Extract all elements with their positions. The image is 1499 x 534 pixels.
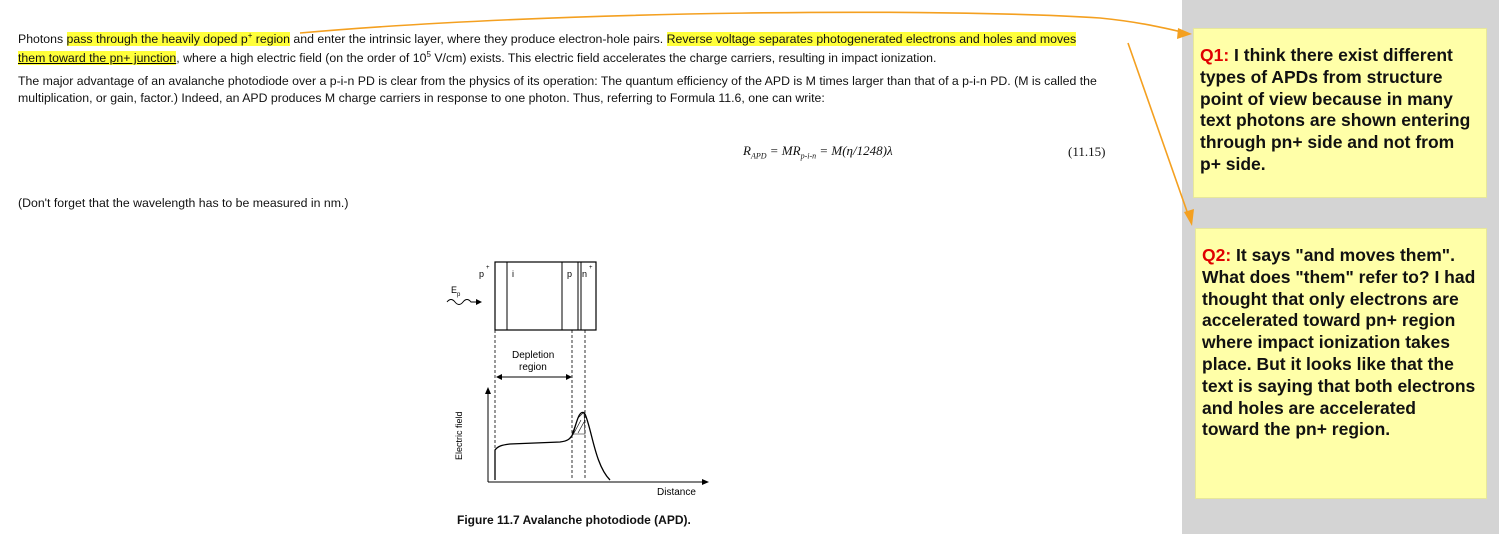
eq-rhs: = M(η/1248)λ (816, 143, 893, 158)
text-rest: , where a high electric field (on the order of 10 (176, 51, 427, 65)
eq-lhs-sub: APD (750, 151, 767, 161)
layer-n-plus: n (582, 269, 588, 279)
photon-sub: p (457, 292, 461, 298)
layer-p: p (567, 269, 573, 279)
text-rest-end: V/cm) exists. This electric field accelerates the charge carriers, resulting in impact ionization. (430, 51, 937, 65)
figure-caption: Figure 11.7 Avalanche photodiode (APD). (457, 513, 691, 527)
text-photons: Photons (18, 32, 67, 46)
layer-n-plus-sup: + (589, 265, 593, 271)
comment-q1-label: Q1: (1200, 45, 1230, 65)
eq-lhs: R (743, 143, 751, 158)
layer-p-plus-sup: + (486, 265, 490, 271)
highlight-1-text-end: region (252, 32, 290, 46)
comment-q2-text: It says "and moves them". What does "them" refer to? I had thought that only electrons are accelerated toward pn+ region where impact ionization takes place. But it looks like that the text is saying that both electrons and holes are accelerated toward the pn+ region. (1202, 245, 1476, 440)
eq-mid: = MR (766, 143, 801, 158)
layer-i: i (512, 269, 514, 279)
highlight-2-line1[interactable]: Reverse voltage separates photogenerated electrons and holes and moves (666, 32, 1077, 46)
depletion-label-2: region (519, 362, 547, 373)
highlight-1-text: pass through the heavily doped p (66, 32, 248, 46)
wavelength-note: (Don't forget that the wavelength has to be measured in nm.) (18, 196, 349, 210)
text-mid: and enter the intrinsic layer, where they produce electron-hole pairs. (290, 32, 667, 46)
connector-q2 (1128, 43, 1190, 220)
x-axis-label: Distance (657, 487, 696, 498)
photon-label: E (451, 285, 458, 295)
connector-q2-arrowhead-icon (1184, 209, 1194, 226)
highlight-2-line2[interactable]: them toward the pn+ junction (18, 51, 177, 65)
comment-q1-text: I think there exist different types of APDs from structure point of view because in many text photons are shown entering through pn+ side and not from p+ side. (1200, 45, 1471, 174)
y-axis-label: Electric field (454, 411, 464, 460)
text-rest-sup: 5 (426, 49, 431, 59)
connector-q1 (300, 12, 1186, 33)
comment-q2-label: Q2: (1202, 245, 1232, 265)
equation-number: (11.15) (1068, 144, 1106, 159)
eq-mid-sub: p-i-n (800, 151, 817, 161)
paragraph-2: The major advantage of an avalanche photodiode over a p-i-n PD is clear from the physics of its operation: The quantum efficiency of the APD is M times larger than that of a p-i-n PD. (M is called the multiplication, or gain, factor.) Indeed, an APD produces M charge carriers in response to one photon. Thus, referring to Formula 11.6, one can write: (18, 74, 1097, 105)
highlight-1-sup: + (247, 30, 253, 40)
layer-p-plus: p (479, 269, 485, 279)
depletion-label-1: Depletion (512, 350, 555, 361)
connector-q1-arrowhead-icon (1177, 28, 1192, 39)
